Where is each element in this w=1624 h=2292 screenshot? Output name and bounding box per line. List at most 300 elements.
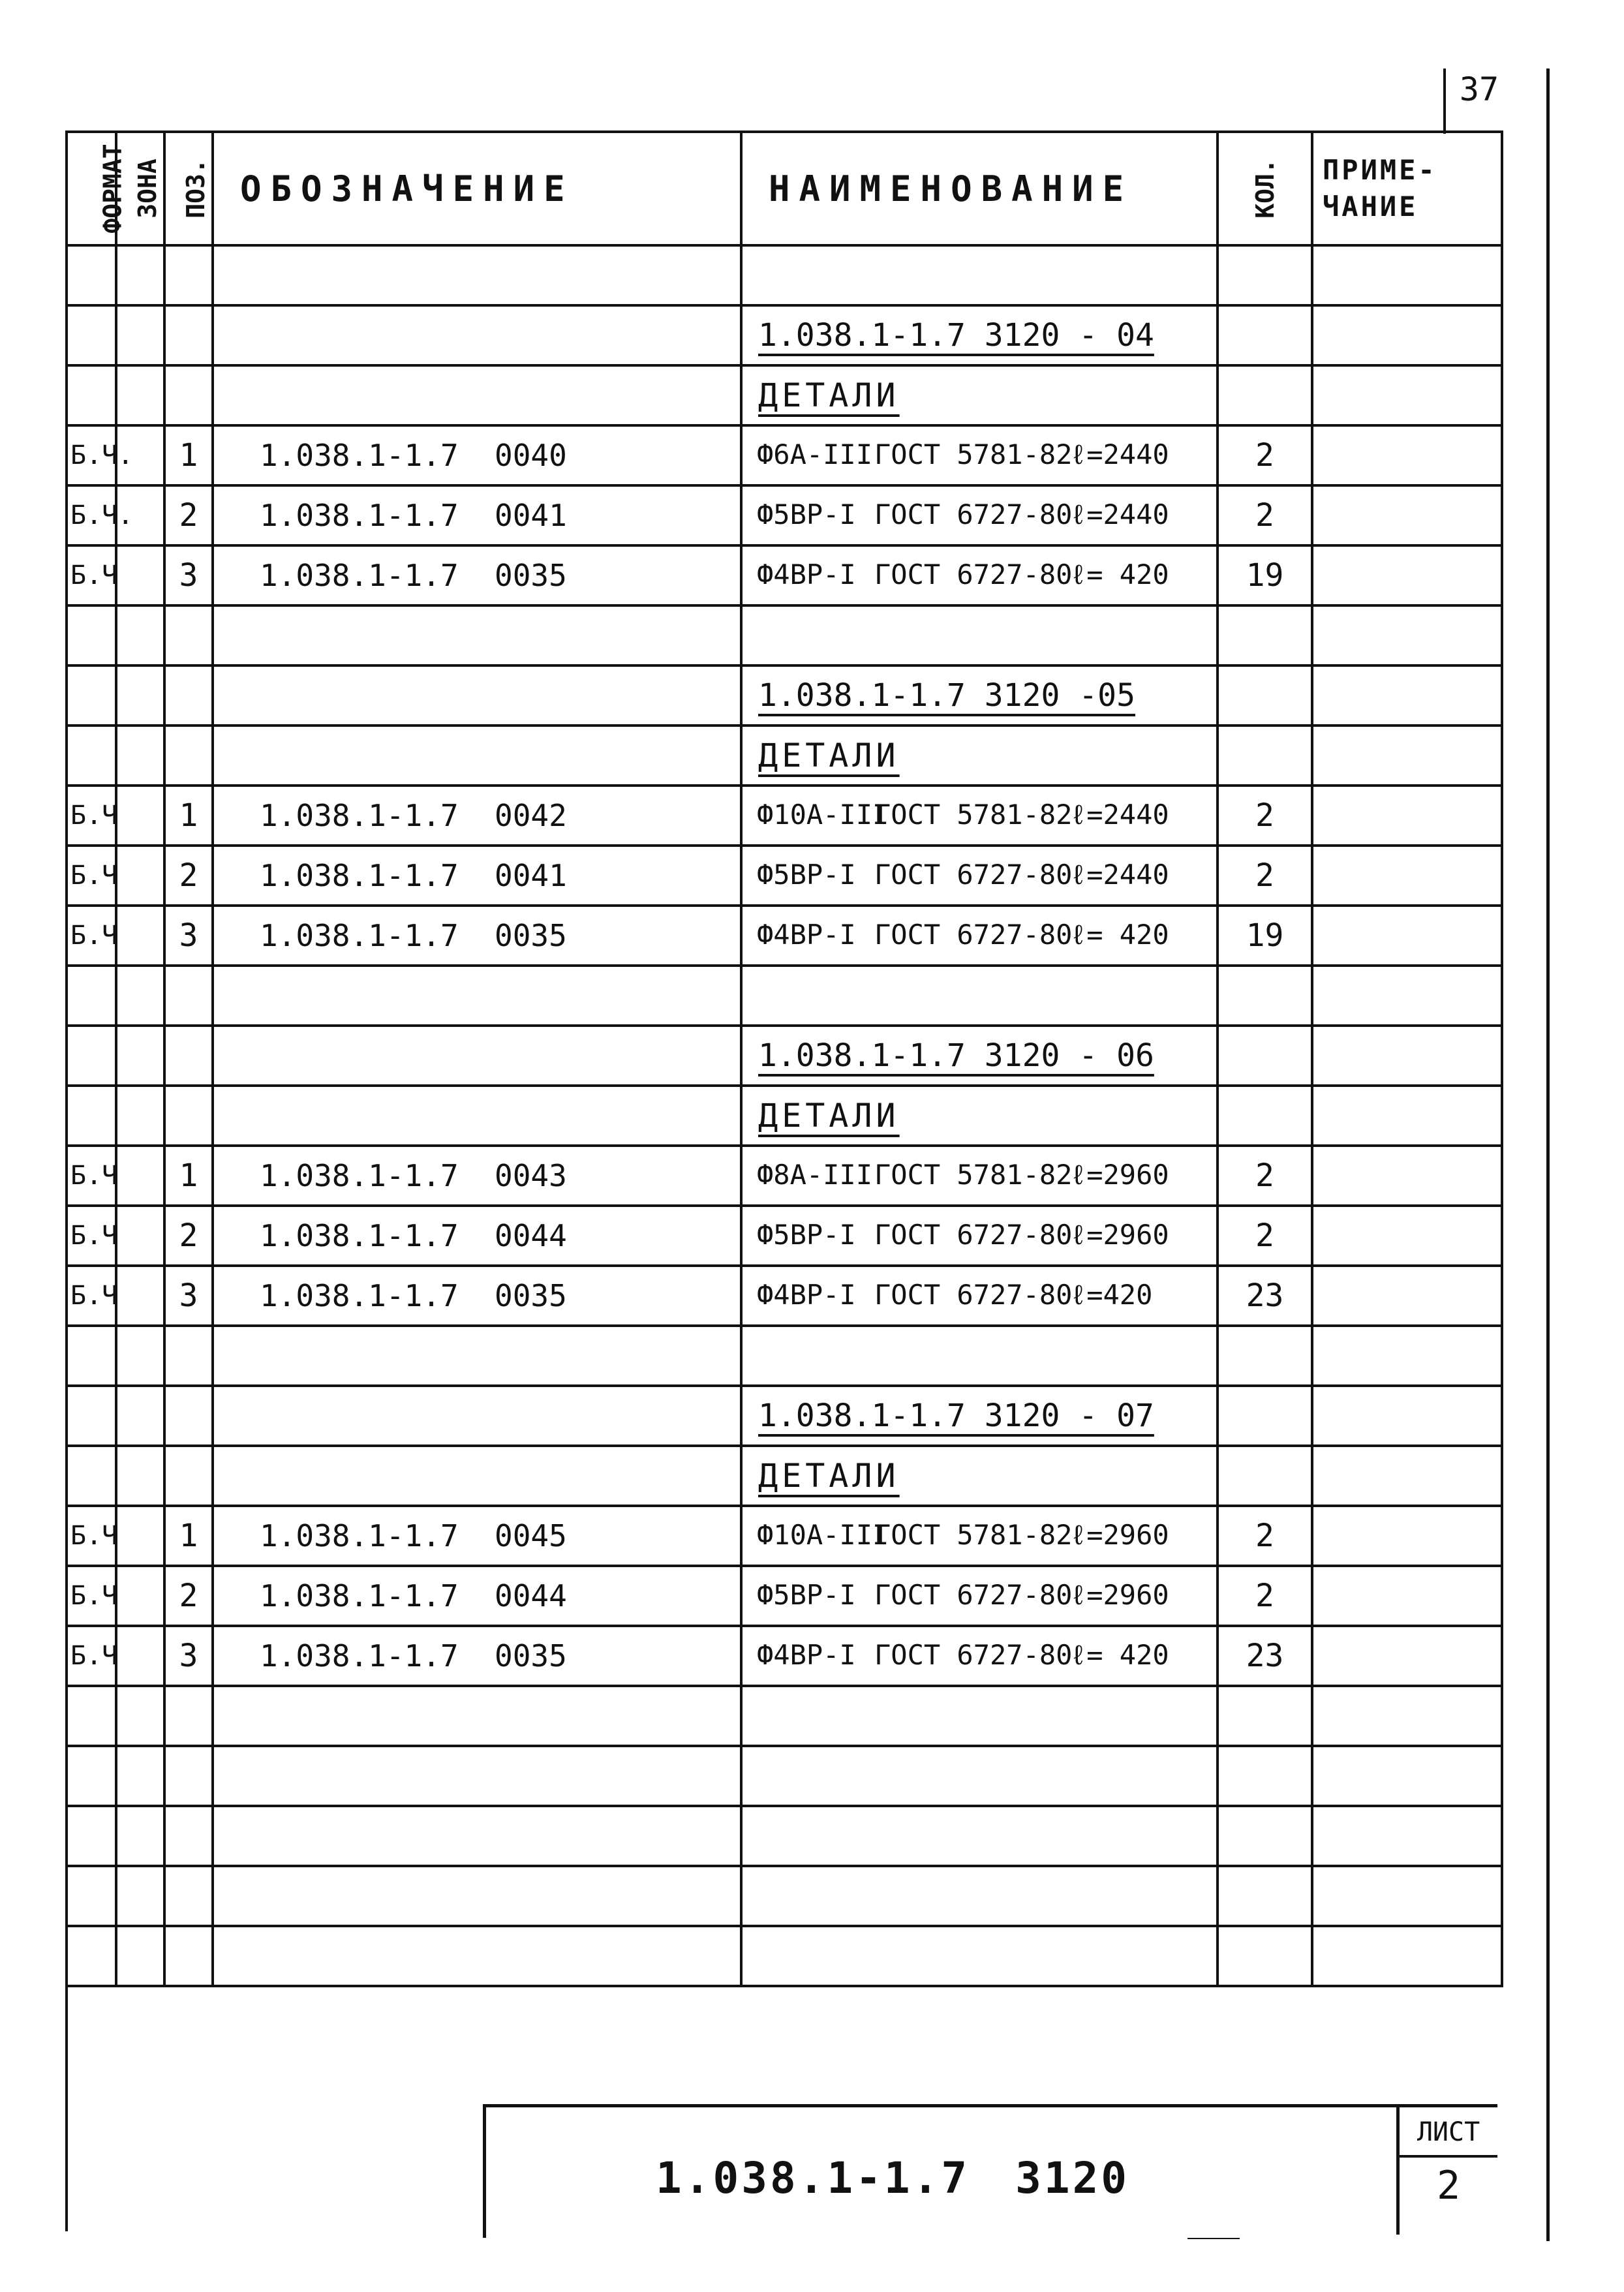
empty-cell-zone: [116, 1326, 164, 1386]
blank-row: [67, 605, 1502, 665]
standard-ref: ГОСТ 6727-80: [874, 859, 1073, 891]
standard-ref: ГОСТ 6727-80: [874, 1219, 1073, 1251]
frame-right-border: [1546, 69, 1550, 2241]
bar-length: ℓ= 420: [1070, 558, 1169, 590]
header-format: ФОРМАТ: [67, 132, 116, 245]
table-row: [67, 1626, 1502, 1686]
empty-cell-qty: [1218, 605, 1312, 665]
designation-cell: [213, 1266, 741, 1326]
section-row-label: ДЕТАЛИ: [741, 1446, 1218, 1506]
quantity-cell: 23: [1218, 1626, 1312, 1686]
quantity-cell: 2: [1218, 425, 1312, 485]
assembly-row: [67, 305, 1502, 365]
quantity-cell: 2: [1218, 1206, 1312, 1266]
designation-code: 0035: [495, 558, 567, 593]
format-cell: Б.Ч: [67, 786, 116, 846]
empty-cell-zone: [116, 1086, 164, 1146]
zone-cell: [116, 1506, 164, 1566]
empty-cell-pos: [164, 1806, 213, 1866]
designation-cell: [213, 485, 741, 545]
note-cell: [1312, 1266, 1502, 1326]
name-cell: [741, 485, 1218, 545]
note-cell: [1312, 425, 1502, 485]
empty-cell-fmt: [67, 1926, 116, 1986]
table-row: [67, 1146, 1502, 1206]
designation-text: 1.038.1-1.7: [260, 858, 459, 893]
zone-cell: [116, 545, 164, 605]
empty-cell-des: [213, 1806, 741, 1866]
empty-cell-pos: [164, 1866, 213, 1926]
position-cell: 2: [164, 846, 213, 906]
bar-length: ℓ=2440: [1070, 438, 1169, 470]
designation-cell: [213, 1566, 741, 1626]
empty-cell-fmt: [67, 1746, 116, 1806]
specification-body: [67, 245, 1502, 1986]
empty-cell-qty: [1218, 1806, 1312, 1866]
standard-ref: ГОСТ 6727-80: [874, 498, 1073, 530]
table-row: [67, 1266, 1502, 1326]
empty-cell-note: [1312, 1386, 1502, 1446]
section-row-label: ДЕТАЛИ: [741, 726, 1218, 786]
position-cell: 2: [164, 1566, 213, 1626]
position-cell: 1: [164, 1506, 213, 1566]
empty-cell-note: [1312, 605, 1502, 665]
empty-cell-des: [213, 1386, 741, 1446]
position-cell: 3: [164, 1626, 213, 1686]
empty-cell-zone: [116, 245, 164, 305]
assembly-row-label: 1.038.1-1.7 3120 - 06: [741, 1026, 1218, 1086]
designation-text: 1.038.1-1.7: [260, 438, 459, 473]
empty-cell-note: [1312, 726, 1502, 786]
empty-cell-fmt: [67, 1686, 116, 1746]
empty-cell-des: [213, 1326, 741, 1386]
header-note: ПРИМЕ-ЧАНИЕ: [1312, 132, 1502, 245]
zone-cell: [116, 846, 164, 906]
note-cell: [1312, 485, 1502, 545]
table-row: [67, 1566, 1502, 1626]
format-cell: Б.Ч: [67, 1206, 116, 1266]
empty-cell-name: [741, 1926, 1218, 1986]
zone-cell: [116, 1146, 164, 1206]
empty-cell-des: [213, 305, 741, 365]
blank-row: [67, 245, 1502, 305]
empty-cell-qty: [1218, 1926, 1312, 1986]
note-cell: [1312, 1206, 1502, 1266]
note-cell: [1312, 1506, 1502, 1566]
position-cell: 2: [164, 485, 213, 545]
page-number: 37: [1459, 70, 1499, 108]
position-cell: 3: [164, 545, 213, 605]
designation-code: 0044: [495, 1578, 567, 1613]
empty-cell-des: [213, 365, 741, 425]
table-row: [67, 1206, 1502, 1266]
name-cell: [741, 786, 1218, 846]
section-row-label: ДЕТАЛИ: [741, 1086, 1218, 1146]
empty-cell-note: [1312, 665, 1502, 726]
empty-cell-qty: [1218, 1386, 1312, 1446]
designation-code: 0045: [495, 1518, 567, 1553]
name-cell: [741, 846, 1218, 906]
note-cell: [1312, 1626, 1502, 1686]
bar-grade: Ф8А-III: [757, 1159, 873, 1191]
empty-cell-zone: [116, 605, 164, 665]
bar-length: ℓ=2960: [1070, 1159, 1169, 1191]
bar-length: ℓ=2960: [1070, 1219, 1169, 1251]
bar-grade: Ф5ВР-I: [757, 1219, 856, 1251]
zone-cell: [116, 1626, 164, 1686]
empty-cell-fmt: [67, 605, 116, 665]
empty-cell-note: [1312, 1026, 1502, 1086]
format-cell: Б.Ч: [67, 1146, 116, 1206]
designation-cell: [213, 786, 741, 846]
designation-text: 1.038.1-1.7: [260, 1518, 459, 1553]
designation-code: 0035: [495, 1638, 567, 1673]
empty-cell-note: [1312, 1926, 1502, 1986]
bar-length: ℓ=2440: [1070, 859, 1169, 891]
specification-table: [65, 130, 1503, 1987]
designation-cell: [213, 1506, 741, 1566]
name-cell: [741, 1566, 1218, 1626]
empty-cell-pos: [164, 1446, 213, 1506]
empty-cell-name: [741, 966, 1218, 1026]
empty-cell-zone: [116, 1806, 164, 1866]
empty-cell-qty: [1218, 966, 1312, 1026]
bar-grade: Ф10А-III: [757, 1519, 889, 1551]
position-cell: 3: [164, 1266, 213, 1326]
designation-text: 1.038.1-1.7: [260, 918, 459, 953]
designation-code: 0044: [495, 1218, 567, 1253]
empty-cell-note: [1312, 305, 1502, 365]
bar-grade: Ф4ВР-I: [757, 1279, 856, 1311]
empty-cell-fmt: [67, 726, 116, 786]
empty-cell-zone: [116, 365, 164, 425]
empty-cell-pos: [164, 966, 213, 1026]
designation-cell: [213, 425, 741, 485]
empty-cell-note: [1312, 1446, 1502, 1506]
empty-cell-fmt: [67, 1026, 116, 1086]
empty-cell-zone: [116, 1446, 164, 1506]
bar-length: ℓ= 420: [1070, 919, 1169, 951]
table-row: [67, 786, 1502, 846]
standard-ref: ГОСТ 6727-80: [874, 919, 1073, 951]
designation-code: 0042: [495, 798, 567, 833]
bar-grade: Ф6А-III: [757, 438, 873, 470]
designation-code: 0043: [495, 1158, 567, 1193]
table-row: [67, 906, 1502, 966]
empty-cell-pos: [164, 726, 213, 786]
empty-cell-pos: [164, 305, 213, 365]
blank-row: [67, 1866, 1502, 1926]
designation-text: 1.038.1-1.7: [260, 1218, 459, 1253]
section-row: [67, 1086, 1502, 1146]
empty-cell-name: [741, 1866, 1218, 1926]
empty-cell-pos: [164, 245, 213, 305]
bar-length: ℓ=2960: [1070, 1519, 1169, 1551]
designation-text: 1.038.1-1.7: [260, 1578, 459, 1613]
empty-cell-des: [213, 665, 741, 726]
blank-row: [67, 1326, 1502, 1386]
bar-grade: Ф4ВР-I: [757, 919, 856, 951]
empty-cell-note: [1312, 245, 1502, 305]
assembly-row: [67, 665, 1502, 726]
empty-cell-pos: [164, 665, 213, 726]
section-row-label: ДЕТАЛИ: [741, 365, 1218, 425]
header-designation: ОБОЗНАЧЕНИЕ: [213, 132, 741, 245]
empty-cell-note: [1312, 1746, 1502, 1806]
empty-cell-name: [741, 605, 1218, 665]
empty-cell-note: [1312, 966, 1502, 1026]
standard-ref: ГОСТ 5781-82: [874, 1159, 1073, 1191]
format-cell: Б.Ч: [67, 1506, 116, 1566]
quantity-cell: 2: [1218, 485, 1312, 545]
empty-cell-zone: [116, 1026, 164, 1086]
empty-cell-note: [1312, 1686, 1502, 1746]
quantity-cell: 23: [1218, 1266, 1312, 1326]
empty-cell-qty: [1218, 1746, 1312, 1806]
bar-length: ℓ=2440: [1070, 799, 1169, 831]
position-cell: 1: [164, 786, 213, 846]
empty-cell-fmt: [67, 1326, 116, 1386]
name-cell: [741, 1266, 1218, 1326]
section-row: [67, 1446, 1502, 1506]
empty-cell-zone: [116, 665, 164, 726]
title-block: [483, 2104, 1497, 2238]
bar-grade: Ф5ВР-I: [757, 859, 856, 891]
sheet-label: ЛИСТ: [1400, 2109, 1497, 2158]
empty-cell-zone: [116, 1386, 164, 1446]
table-header-row: [67, 132, 1502, 245]
bar-grade: Ф4ВР-I: [757, 1639, 856, 1671]
empty-cell-fmt: [67, 365, 116, 425]
bar-grade: Ф5ВР-I: [757, 498, 856, 530]
empty-cell-fmt: [67, 665, 116, 726]
empty-cell-qty: [1218, 1326, 1312, 1386]
blank-row: [67, 1806, 1502, 1866]
designation-cell: [213, 846, 741, 906]
designation-code: 0035: [495, 1278, 567, 1313]
standard-ref: ГОСТ 6727-80: [874, 1639, 1073, 1671]
table-row: [67, 846, 1502, 906]
bar-grade: Ф10А-III: [757, 799, 889, 831]
quantity-cell: 2: [1218, 846, 1312, 906]
quantity-cell: 19: [1218, 545, 1312, 605]
standard-ref: ГОСТ 6727-80: [874, 558, 1073, 590]
empty-cell-name: [741, 1326, 1218, 1386]
designation-cell: [213, 1146, 741, 1206]
empty-cell-des: [213, 726, 741, 786]
empty-cell-fmt: [67, 1806, 116, 1866]
empty-cell-note: [1312, 365, 1502, 425]
zone-cell: [116, 1266, 164, 1326]
page-number-divider: [1443, 69, 1446, 134]
document-number: 3120: [1015, 2153, 1130, 2203]
empty-cell-zone: [116, 305, 164, 365]
bar-grade: Ф4ВР-I: [757, 558, 856, 590]
assembly-row-label: 1.038.1-1.7 3120 - 07: [741, 1386, 1218, 1446]
empty-cell-qty: [1218, 1086, 1312, 1146]
empty-cell-pos: [164, 1746, 213, 1806]
empty-cell-fmt: [67, 966, 116, 1026]
table-row: [67, 425, 1502, 485]
empty-cell-qty: [1218, 1446, 1312, 1506]
bar-grade: Ф5ВР-I: [757, 1579, 856, 1611]
header-zone: ЗОНА: [116, 132, 164, 245]
blank-row: [67, 1746, 1502, 1806]
position-cell: 2: [164, 1206, 213, 1266]
format-cell: Б.Ч.: [67, 485, 116, 545]
empty-cell-zone: [116, 1686, 164, 1746]
section-row: [67, 365, 1502, 425]
format-cell: Б.Ч: [67, 906, 116, 966]
assembly-row: [67, 1386, 1502, 1446]
header-pos: ПОЗ.: [164, 132, 213, 245]
designation-cell: [213, 1206, 741, 1266]
quantity-cell: 2: [1218, 1146, 1312, 1206]
standard-ref: ГОСТ 6727-80: [874, 1279, 1073, 1311]
zone-cell: [116, 1566, 164, 1626]
note-cell: [1312, 846, 1502, 906]
table-row: [67, 485, 1502, 545]
empty-cell-pos: [164, 1686, 213, 1746]
table-row: [67, 545, 1502, 605]
format-cell: Б.Ч: [67, 545, 116, 605]
bar-length: ℓ= 420: [1070, 1639, 1169, 1671]
format-cell: Б.Ч: [67, 1626, 116, 1686]
designation-code: 0041: [495, 498, 567, 533]
empty-cell-qty: [1218, 1026, 1312, 1086]
empty-cell-fmt: [67, 1866, 116, 1926]
note-cell: [1312, 1146, 1502, 1206]
empty-cell-pos: [164, 1086, 213, 1146]
empty-cell-name: [741, 1746, 1218, 1806]
table-row: [67, 1506, 1502, 1566]
empty-cell-pos: [164, 365, 213, 425]
assembly-row-label: 1.038.1-1.7 3120 - 04: [741, 305, 1218, 365]
quantity-cell: 2: [1218, 786, 1312, 846]
sheet-number: 2: [1436, 2163, 1461, 2208]
empty-cell-qty: [1218, 305, 1312, 365]
empty-cell-des: [213, 245, 741, 305]
position-cell: 1: [164, 1146, 213, 1206]
standard-ref: ГОСТ 6727-80: [874, 1579, 1073, 1611]
designation-text: 1.038.1-1.7: [260, 498, 459, 533]
empty-cell-zone: [116, 726, 164, 786]
empty-cell-note: [1312, 1326, 1502, 1386]
zone-cell: [116, 786, 164, 846]
bar-length: ℓ=2440: [1070, 498, 1169, 530]
empty-cell-qty: [1218, 726, 1312, 786]
empty-cell-zone: [116, 1866, 164, 1926]
assembly-row: [67, 1026, 1502, 1086]
designation-cell: [213, 1626, 741, 1686]
empty-cell-des: [213, 966, 741, 1026]
name-cell: [741, 545, 1218, 605]
empty-cell-des: [213, 1026, 741, 1086]
quantity-cell: 19: [1218, 906, 1312, 966]
blank-row: [67, 966, 1502, 1026]
name-cell: [741, 906, 1218, 966]
note-cell: [1312, 906, 1502, 966]
designation-text: 1.038.1-1.7: [260, 798, 459, 833]
empty-cell-pos: [164, 1926, 213, 1986]
note-cell: [1312, 1566, 1502, 1626]
empty-cell-qty: [1218, 365, 1312, 425]
designation-text: 1.038.1-1.7: [260, 558, 459, 593]
empty-cell-note: [1312, 1866, 1502, 1926]
section-row: [67, 726, 1502, 786]
empty-cell-name: [741, 245, 1218, 305]
empty-cell-des: [213, 1446, 741, 1506]
designation-text: 1.038.1-1.7: [260, 1158, 459, 1193]
frame-bottom-mark: [1187, 2238, 1240, 2239]
quantity-cell: 2: [1218, 1506, 1312, 1566]
position-cell: 1: [164, 425, 213, 485]
name-cell: [741, 425, 1218, 485]
empty-cell-note: [1312, 1086, 1502, 1146]
empty-cell-fmt: [67, 1446, 116, 1506]
note-cell: [1312, 545, 1502, 605]
designation-code: 0035: [495, 918, 567, 953]
name-cell: [741, 1206, 1218, 1266]
blank-row: [67, 1686, 1502, 1746]
name-cell: [741, 1146, 1218, 1206]
designation-code: 0041: [495, 858, 567, 893]
standard-ref: ГОСТ 5781-82: [874, 438, 1073, 470]
designation-code: 0040: [495, 438, 567, 473]
empty-cell-qty: [1218, 1686, 1312, 1746]
empty-cell-qty: [1218, 245, 1312, 305]
sheet-box: [1396, 2104, 1497, 2235]
empty-cell-qty: [1218, 1866, 1312, 1926]
empty-cell-name: [741, 1806, 1218, 1866]
empty-cell-des: [213, 1926, 741, 1986]
header-qty: КОЛ.: [1218, 132, 1312, 245]
empty-cell-des: [213, 1686, 741, 1746]
empty-cell-zone: [116, 966, 164, 1026]
designation-text: 1.038.1-1.7: [260, 1638, 459, 1673]
quantity-cell: 2: [1218, 1566, 1312, 1626]
empty-cell-fmt: [67, 1386, 116, 1446]
position-cell: 3: [164, 906, 213, 966]
format-cell: Б.Ч: [67, 1266, 116, 1326]
empty-cell-des: [213, 1086, 741, 1146]
empty-cell-qty: [1218, 665, 1312, 726]
document-code: [656, 2153, 1129, 2203]
empty-cell-fmt: [67, 1086, 116, 1146]
empty-cell-zone: [116, 1926, 164, 1986]
assembly-row-label: 1.038.1-1.7 3120 -05: [741, 665, 1218, 726]
empty-cell-fmt: [67, 245, 116, 305]
empty-cell-pos: [164, 1326, 213, 1386]
note-cell: [1312, 786, 1502, 846]
designation-cell: [213, 906, 741, 966]
document-designation: 1.038.1-1.7: [656, 2153, 970, 2203]
empty-cell-fmt: [67, 305, 116, 365]
empty-cell-des: [213, 1746, 741, 1806]
standard-ref: ГОСТ 5781-82: [874, 799, 1073, 831]
standard-ref: ГОСТ 5781-82: [874, 1519, 1073, 1551]
empty-cell-des: [213, 1866, 741, 1926]
empty-cell-zone: [116, 1746, 164, 1806]
zone-cell: [116, 1206, 164, 1266]
name-cell: [741, 1506, 1218, 1566]
format-cell: Б.Ч: [67, 846, 116, 906]
empty-cell-note: [1312, 1806, 1502, 1866]
empty-cell-pos: [164, 1026, 213, 1086]
empty-cell-des: [213, 605, 741, 665]
empty-cell-pos: [164, 605, 213, 665]
bar-length: ℓ=420: [1070, 1279, 1153, 1311]
